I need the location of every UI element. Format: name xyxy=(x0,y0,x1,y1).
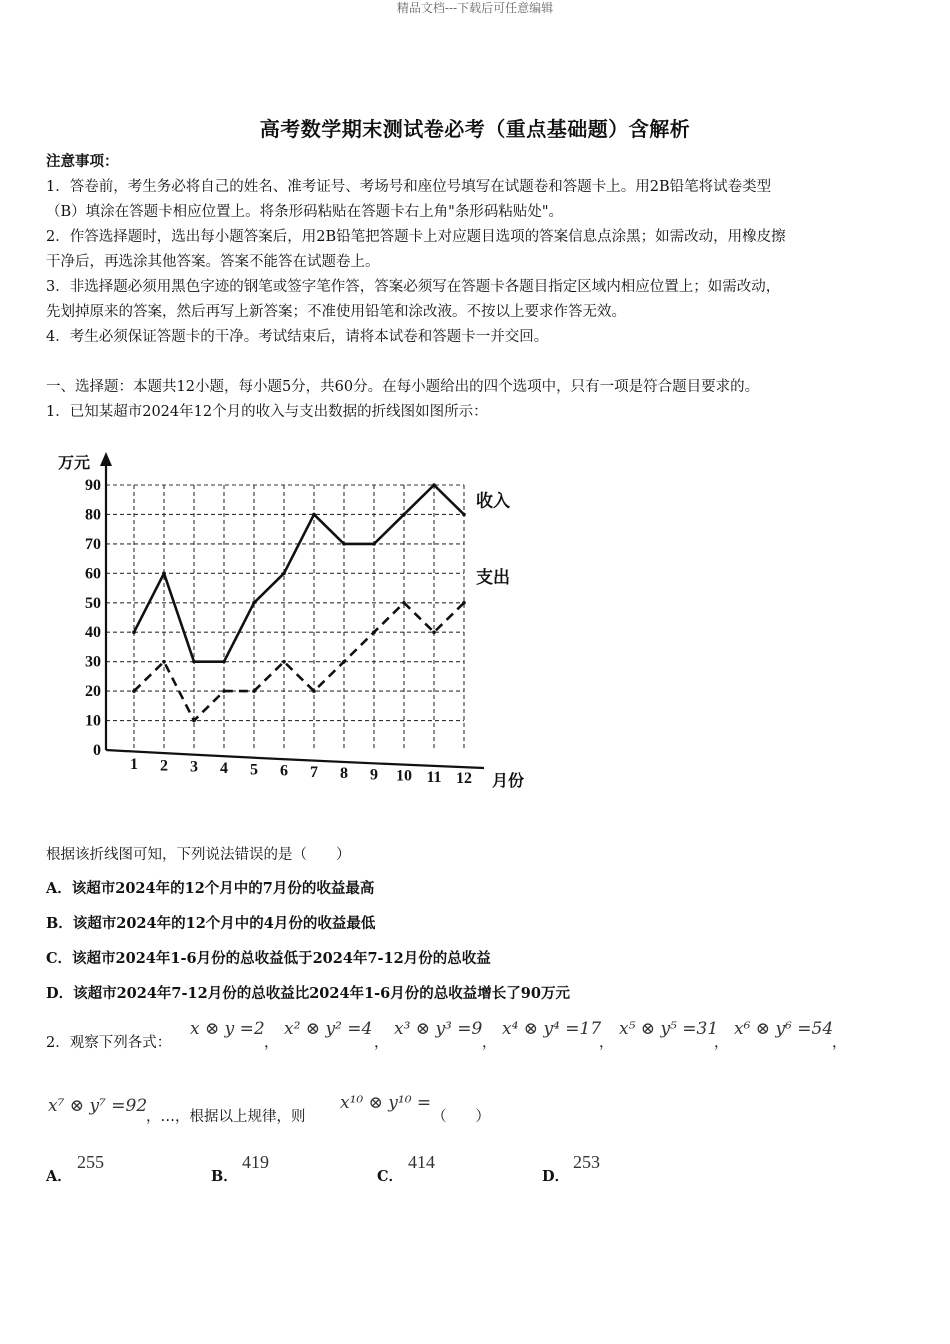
data-point xyxy=(132,689,136,693)
document-title: 高考数学期末测试卷必考（重点基础题）含解析 xyxy=(259,117,691,141)
formula-1: x ⊗ y =2 xyxy=(190,1019,265,1039)
q2-option-a-value: 255 xyxy=(77,1152,104,1172)
q2-option-a-label: A． xyxy=(46,1168,72,1185)
x-tick-label: 10 xyxy=(396,767,412,785)
y-tick-label: 70 xyxy=(85,535,101,553)
data-point xyxy=(312,689,316,693)
formula-6: x⁶ ⊗ y⁶ =54 xyxy=(734,1019,834,1039)
data-point xyxy=(342,660,346,664)
y-tick-label: 30 xyxy=(85,653,101,671)
header-note: 精品文档---下载后可任意编辑 xyxy=(396,1,554,15)
y-tick-label: 20 xyxy=(85,683,101,701)
separator: ， xyxy=(599,1035,614,1051)
notice-line: 2．作答选择题时，选出每小题答案后，用2B铅笔把答题卡上对应题目选项的答案信息点涂黑；如需改动，用橡皮擦 xyxy=(46,229,786,245)
x-tick-label: 6 xyxy=(280,762,288,780)
x-tick-label: 8 xyxy=(340,765,348,783)
x-tick-label: 2 xyxy=(160,757,168,775)
formula-5: x⁵ ⊗ y⁵ =31 xyxy=(619,1019,719,1039)
y-axis-arrow xyxy=(100,452,112,466)
notice-heading: 注意事项： xyxy=(46,153,119,170)
separator: ， xyxy=(832,1035,847,1051)
q2-option-c-value: 414 xyxy=(408,1152,435,1172)
data-point xyxy=(372,542,376,546)
option-b: B．该超市2024年的12个月中的4月份的收益最低 xyxy=(46,915,376,932)
option-c: C．该超市2024年1-6月份的总收益低于2024年7-12月份的总收益 xyxy=(46,950,491,967)
data-point xyxy=(312,513,316,517)
data-point xyxy=(402,601,406,605)
x-axis-label: 月份 xyxy=(492,771,525,790)
notice-line: 干净后，再选涂其他答案。答案不能答在试题卷上。 xyxy=(46,254,380,270)
x-tick-label: 11 xyxy=(426,768,442,786)
data-point xyxy=(252,689,256,693)
notice-line: 3．非选择题必须用黑色字迹的钢笔或签字笔作答，答案必须写在答题卡各题目指定区域内相应位置上；如需改动， xyxy=(46,279,781,295)
data-point xyxy=(282,572,286,576)
data-point xyxy=(402,513,406,517)
q2-option-d-label: D． xyxy=(542,1168,570,1185)
question-1-prompt: 根据该折线图可知，下列说法错误的是（ ） xyxy=(46,847,351,863)
formula-2: x² ⊗ y² =4 xyxy=(284,1019,373,1039)
y-tick-label: 10 xyxy=(85,712,101,730)
formula-7: x⁷ ⊗ y⁷ =92 xyxy=(48,1096,148,1116)
x-tick-label: 7 xyxy=(310,763,318,781)
data-point xyxy=(432,483,436,487)
separator: ， xyxy=(374,1035,389,1051)
x-tick-label: 3 xyxy=(190,758,198,776)
option-d: D．该超市2024年7-12月份的总收益比2024年1-6月份的总收益增长了90万元 xyxy=(46,985,570,1002)
data-point xyxy=(462,601,466,605)
y-tick-label: 40 xyxy=(85,624,101,642)
data-point xyxy=(192,660,196,664)
data-point xyxy=(462,513,466,517)
option-a: A．该超市2024年的12个月中的7月份的收益最高 xyxy=(46,880,375,897)
answer-blank: （ ） xyxy=(432,1109,490,1125)
section-heading: 一、选择题：本题共12小题，每小题5分，共60分。在每小题给出的四个选项中，只有一项是符合题目要求的。 xyxy=(46,379,760,395)
y-axis-label: 万元 xyxy=(58,453,91,472)
y-tick-label: 0 xyxy=(93,742,101,759)
chart-svg xyxy=(46,440,546,800)
separator: ， xyxy=(714,1035,729,1051)
y-tick-label: 60 xyxy=(85,565,101,583)
x-tick-label: 4 xyxy=(220,759,228,777)
question-2-continuation: ，…，根据以上规律，则 xyxy=(146,1109,306,1125)
notice-line: 4．考生必须保证答题卡的干净。考试结束后，请将本试卷和答题卡一并交回。 xyxy=(46,329,549,345)
separator: ， xyxy=(482,1035,497,1051)
data-point xyxy=(222,660,226,664)
question-1-stem: 1．已知某超市2024年12个月的收入与支出数据的折线图如图所示： xyxy=(46,404,488,420)
q2-option-d-value: 253 xyxy=(573,1152,600,1172)
data-point xyxy=(342,542,346,546)
income-expense-line-chart xyxy=(46,440,546,800)
formula-4: x⁴ ⊗ y⁴ =17 xyxy=(502,1019,602,1039)
notice-line: 1．答卷前，考生务必将自己的姓名、准考证号、考场号和座位号填写在试题卷和答题卡上。用2B铅笔将试卷类型 xyxy=(46,179,772,195)
y-tick-label: 80 xyxy=(85,506,101,524)
data-point xyxy=(432,630,436,634)
formula-target: x¹⁰ ⊗ y¹⁰ = xyxy=(340,1093,432,1113)
data-point xyxy=(222,689,226,693)
formula-3: x³ ⊗ y³ =9 xyxy=(394,1019,483,1039)
data-point xyxy=(282,660,286,664)
data-point xyxy=(162,572,166,576)
q2-option-b-value: 419 xyxy=(242,1152,269,1172)
x-tick-label: 5 xyxy=(250,761,258,779)
data-point xyxy=(372,630,376,634)
series-label: 支出 xyxy=(476,567,510,588)
series-label: 收入 xyxy=(476,491,510,512)
q2-option-b-label: B． xyxy=(211,1168,238,1185)
data-point xyxy=(132,630,136,634)
separator: ， xyxy=(264,1035,279,1051)
y-tick-label: 50 xyxy=(85,594,101,612)
data-point xyxy=(192,719,196,723)
x-tick-label: 1 xyxy=(130,756,138,774)
x-tick-label: 9 xyxy=(370,766,378,784)
data-point xyxy=(162,660,166,664)
y-tick-label: 90 xyxy=(85,477,101,494)
q2-option-c-label: C． xyxy=(377,1168,404,1185)
data-point xyxy=(252,601,256,605)
notice-line: （B）填涂在答题卡相应位置上。将条形码粘贴在答题卡右上角"条形码粘贴处"。 xyxy=(46,204,563,220)
notice-line: 先划掉原来的答案，然后再写上新答案；不准使用铅笔和涂改液。不按以上要求作答无效。 xyxy=(46,304,626,320)
x-tick-label: 12 xyxy=(456,770,472,788)
question-2-stem: 2．观察下列各式： xyxy=(46,1035,172,1051)
